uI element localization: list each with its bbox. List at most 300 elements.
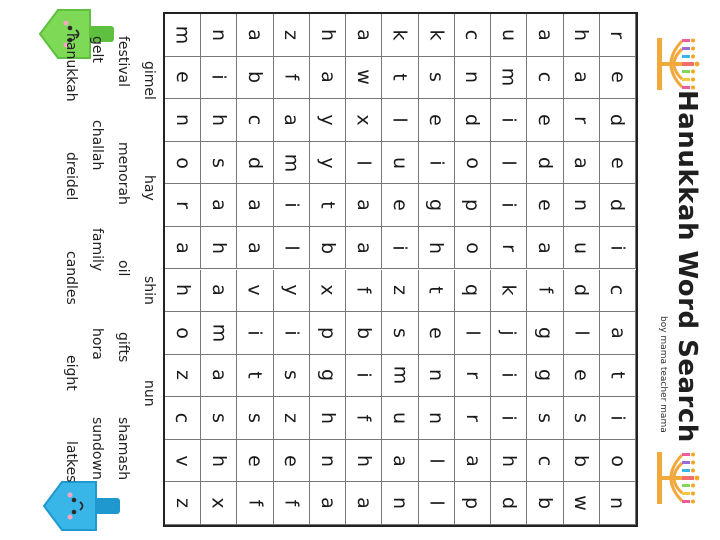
grid-cell[interactable] xyxy=(600,184,636,227)
grid-cell[interactable] xyxy=(346,227,382,270)
grid-cell[interactable] xyxy=(527,184,563,227)
grid-letter: a xyxy=(352,241,375,254)
grid-letter: v xyxy=(244,284,267,296)
grid-cell[interactable] xyxy=(201,355,237,398)
grid-cell[interactable] xyxy=(419,142,455,185)
grid-cell[interactable] xyxy=(310,227,346,270)
grid-letter: p xyxy=(461,497,484,510)
grid-letter: e xyxy=(244,454,267,467)
grid-letter: o xyxy=(171,156,194,169)
grid-letter: s xyxy=(533,413,556,423)
grid-letter: r xyxy=(606,30,629,39)
grid-cell[interactable] xyxy=(600,14,636,57)
grid-letter: v xyxy=(171,454,194,467)
grid-letter: q xyxy=(461,284,484,297)
grid-cell[interactable] xyxy=(600,397,636,440)
grid-letter: n xyxy=(207,28,230,41)
grid-cell[interactable] xyxy=(564,57,600,100)
grid-cell[interactable] xyxy=(165,397,201,440)
grid-cell[interactable] xyxy=(419,482,455,525)
grid-cell[interactable] xyxy=(274,14,310,57)
grid-cell[interactable] xyxy=(346,312,382,355)
grid-cell[interactable] xyxy=(310,14,346,57)
grid-letter: a xyxy=(280,114,303,126)
grid-letter: t xyxy=(606,371,629,380)
grid-letter: h xyxy=(316,28,339,41)
grid-letter: n xyxy=(316,454,339,467)
word-list-item: hay xyxy=(141,175,157,202)
grid-cell[interactable] xyxy=(237,355,273,398)
grid-letter: i xyxy=(388,245,411,251)
grid-cell[interactable] xyxy=(600,57,636,100)
grid-cell[interactable] xyxy=(527,99,563,142)
grid-cell[interactable] xyxy=(419,227,455,270)
grid-letter: b xyxy=(533,497,556,510)
grid-letter: g xyxy=(533,326,556,339)
grid-cell[interactable] xyxy=(310,184,346,227)
grid-letter: f xyxy=(352,414,375,422)
grid-letter: d xyxy=(461,113,484,126)
grid-cell[interactable] xyxy=(564,440,600,483)
grid-cell[interactable] xyxy=(274,227,310,270)
grid-letter: m xyxy=(388,366,411,385)
grid-letter: a xyxy=(388,454,411,467)
grid-cell[interactable] xyxy=(201,57,237,100)
grid-cell[interactable] xyxy=(419,397,455,440)
grid-letter: a xyxy=(244,199,267,211)
word-list-item: gelt xyxy=(89,36,105,64)
grid-letter: a xyxy=(316,71,339,84)
word-list-item: shin xyxy=(141,276,157,305)
grid-letter: h xyxy=(570,28,593,41)
grid-cell[interactable] xyxy=(527,14,563,57)
grid-letter: x xyxy=(352,114,375,126)
grid-cell[interactable] xyxy=(455,142,491,185)
grid-cell[interactable] xyxy=(455,99,491,142)
grid-letter: g xyxy=(533,369,556,382)
grid-letter: i xyxy=(425,159,448,166)
grid-letter: l xyxy=(280,245,303,251)
grid-cell[interactable] xyxy=(455,184,491,227)
grid-cell[interactable] xyxy=(564,227,600,270)
grid-letter: t xyxy=(425,286,448,295)
grid-letter: f xyxy=(280,74,303,81)
grid-letter: z xyxy=(171,498,194,509)
grid-cell[interactable] xyxy=(382,482,418,525)
grid-cell[interactable] xyxy=(564,482,600,525)
grid-letter: l xyxy=(425,457,448,464)
word-list-item: family xyxy=(89,227,105,271)
grid-cell[interactable] xyxy=(564,142,600,185)
grid-letter: j xyxy=(497,330,520,336)
grid-cell[interactable] xyxy=(527,57,563,100)
grid-cell[interactable] xyxy=(527,227,563,270)
grid-letter: i xyxy=(244,330,267,336)
grid-cell[interactable] xyxy=(201,482,237,525)
grid-cell[interactable] xyxy=(201,142,237,185)
grid-letter: i xyxy=(207,74,230,80)
grid-cell[interactable] xyxy=(455,440,491,483)
grid-letter: u xyxy=(570,241,593,254)
grid-letter: e xyxy=(606,71,629,84)
page-title: Hanukkah Word Search xyxy=(672,90,702,443)
grid-cell[interactable] xyxy=(310,99,346,142)
grid-cell[interactable] xyxy=(382,355,418,398)
grid-cell[interactable] xyxy=(165,312,201,355)
grid-letter: l xyxy=(570,330,593,336)
grid-letter: n xyxy=(425,412,448,425)
grid-letter: a xyxy=(570,71,593,84)
word-list-item: sundown xyxy=(89,416,105,480)
grid-letter: f xyxy=(533,286,556,294)
grid-letter: c xyxy=(606,285,629,296)
grid-letter: z xyxy=(388,285,411,296)
grid-letter: c xyxy=(533,72,556,83)
grid-cell[interactable] xyxy=(564,14,600,57)
grid-letter: l xyxy=(352,159,375,166)
grid-letter: s xyxy=(388,327,411,338)
grid-cell[interactable] xyxy=(491,440,527,483)
grid-cell[interactable] xyxy=(310,312,346,355)
grid-cell[interactable] xyxy=(419,355,455,398)
grid-cell[interactable] xyxy=(455,57,491,100)
grid-cell[interactable] xyxy=(165,184,201,227)
grid-letter: r xyxy=(461,414,484,422)
grid-cell[interactable] xyxy=(491,142,527,185)
word-list-item: gimel xyxy=(141,61,157,101)
grid-cell[interactable] xyxy=(165,142,201,185)
grid-letter: h xyxy=(207,454,230,467)
grid-letter: c xyxy=(171,412,194,424)
grid-cell[interactable] xyxy=(382,397,418,440)
title-block xyxy=(650,90,720,450)
grid-letter: r xyxy=(497,243,520,252)
grid-letter: k xyxy=(425,29,448,41)
grid-cell[interactable] xyxy=(455,270,491,313)
grid-letter: e xyxy=(388,199,411,211)
grid-letter: i xyxy=(606,245,629,251)
grid-letter: m xyxy=(171,25,194,45)
grid-cell[interactable] xyxy=(165,227,201,270)
grid-cell[interactable] xyxy=(310,270,346,313)
grid-cell[interactable] xyxy=(455,14,491,57)
grid-cell[interactable] xyxy=(382,270,418,313)
grid-letter: o xyxy=(461,241,484,254)
grid-letter: r xyxy=(171,201,194,210)
grid-cell[interactable] xyxy=(419,99,455,142)
grid-cell[interactable] xyxy=(201,270,237,313)
grid-cell[interactable] xyxy=(564,184,600,227)
grid-letter: a xyxy=(207,199,230,211)
grid-letter: b xyxy=(570,454,593,467)
grid-cell[interactable] xyxy=(274,355,310,398)
grid-cell[interactable] xyxy=(165,57,201,100)
grid-letter: r xyxy=(461,371,484,380)
grid-letter: d xyxy=(244,156,267,169)
grid-cell[interactable] xyxy=(382,14,418,57)
grid-letter: s xyxy=(207,157,230,168)
grid-cell[interactable] xyxy=(237,270,273,313)
grid-cell[interactable] xyxy=(274,312,310,355)
grid-letter: i xyxy=(497,117,520,123)
grid-cell[interactable] xyxy=(382,227,418,270)
grid-cell[interactable] xyxy=(600,99,636,142)
grid-letter: a xyxy=(352,199,375,211)
grid-cell[interactable] xyxy=(237,57,273,100)
grid-letter: m xyxy=(497,68,520,87)
grid-letter: t xyxy=(316,201,339,209)
grid-cell[interactable] xyxy=(527,440,563,483)
grid-cell[interactable] xyxy=(382,142,418,185)
grid-cell[interactable] xyxy=(564,270,600,313)
grid-cell[interactable] xyxy=(382,99,418,142)
grid-letter: f xyxy=(280,499,303,507)
grid-letter: s xyxy=(280,370,303,381)
grid-letter: m xyxy=(280,153,303,172)
grid-cell[interactable] xyxy=(346,397,382,440)
grid-cell[interactable] xyxy=(382,57,418,100)
grid-letter: i xyxy=(497,415,520,421)
grid-cell[interactable] xyxy=(237,227,273,270)
grid-cell[interactable] xyxy=(491,270,527,313)
word-list-item: oil xyxy=(115,260,131,277)
grid-letter: h xyxy=(207,241,230,254)
grid-cell[interactable] xyxy=(310,482,346,525)
grid-cell[interactable] xyxy=(237,14,273,57)
grid-cell[interactable] xyxy=(419,440,455,483)
grid-cell[interactable] xyxy=(419,184,455,227)
grid-cell[interactable] xyxy=(600,482,636,525)
grid-cell[interactable] xyxy=(564,312,600,355)
grid-cell[interactable] xyxy=(346,355,382,398)
menorah-icon xyxy=(645,452,707,504)
grid-letter: z xyxy=(280,413,303,424)
grid-letter: c xyxy=(461,29,484,41)
grid-letter: f xyxy=(244,499,267,507)
grid-cell[interactable] xyxy=(274,270,310,313)
grid-letter: a xyxy=(606,327,629,339)
grid-cell[interactable] xyxy=(600,227,636,270)
grid-letter: w xyxy=(352,69,375,86)
grid-letter: i xyxy=(606,415,629,421)
grid-cell[interactable] xyxy=(346,99,382,142)
grid-cell[interactable] xyxy=(419,57,455,100)
grid-cell[interactable] xyxy=(237,142,273,185)
grid-cell[interactable] xyxy=(491,57,527,100)
grid-letter: z xyxy=(280,29,303,40)
grid-cell[interactable] xyxy=(527,482,563,525)
grid-cell[interactable] xyxy=(274,184,310,227)
grid-letter: x xyxy=(207,497,230,509)
grid-letter: l xyxy=(497,159,520,166)
grid-cell[interactable] xyxy=(346,482,382,525)
grid-cell[interactable] xyxy=(165,14,201,57)
grid-cell[interactable] xyxy=(274,440,310,483)
grid-cell[interactable] xyxy=(237,397,273,440)
grid-cell[interactable] xyxy=(455,482,491,525)
word-list-item: challah xyxy=(89,120,105,171)
word-search-grid xyxy=(163,12,638,527)
grid-cell[interactable] xyxy=(201,99,237,142)
grid-letter: p xyxy=(316,326,339,339)
grid-cell[interactable] xyxy=(600,440,636,483)
grid-cell[interactable] xyxy=(491,227,527,270)
grid-cell[interactable] xyxy=(527,270,563,313)
grid-cell[interactable] xyxy=(527,397,563,440)
grid-cell[interactable] xyxy=(274,397,310,440)
grid-cell[interactable] xyxy=(382,312,418,355)
word-list-item: hanukkah xyxy=(63,33,79,102)
grid-cell[interactable] xyxy=(455,227,491,270)
grid-cell[interactable] xyxy=(274,99,310,142)
grid-cell[interactable] xyxy=(491,312,527,355)
grid-letter: a xyxy=(316,497,339,510)
grid-letter: e xyxy=(280,454,303,467)
menorah-icon xyxy=(645,38,707,90)
grid-cell[interactable] xyxy=(527,355,563,398)
grid-letter: h xyxy=(316,412,339,425)
grid-cell[interactable] xyxy=(346,440,382,483)
grid-letter: h xyxy=(207,113,230,126)
grid-letter: a xyxy=(244,28,267,41)
grid-letter: w xyxy=(570,495,593,511)
word-list-item: dreidel xyxy=(63,152,79,201)
word-list-item: nun xyxy=(141,379,157,407)
grid-cell[interactable] xyxy=(274,482,310,525)
grid-cell[interactable] xyxy=(419,14,455,57)
grid-letter: y xyxy=(316,114,339,126)
grid-letter: n xyxy=(570,199,593,212)
grid-cell[interactable] xyxy=(237,482,273,525)
grid-letter: a xyxy=(207,284,230,297)
word-list-item: menorah xyxy=(115,141,131,205)
grid-cell[interactable] xyxy=(600,270,636,313)
grid-letter: y xyxy=(316,156,339,169)
grid-letter: d xyxy=(497,497,520,510)
grid-cell[interactable] xyxy=(201,312,237,355)
grid-cell[interactable] xyxy=(491,482,527,525)
grid-cell[interactable] xyxy=(346,14,382,57)
grid-letter: a xyxy=(533,241,556,254)
grid-cell[interactable] xyxy=(274,57,310,100)
word-list-item: hora xyxy=(89,327,105,360)
grid-letter: o xyxy=(461,156,484,169)
grid-cell[interactable] xyxy=(201,227,237,270)
grid-cell[interactable] xyxy=(165,482,201,525)
grid-letter: h xyxy=(171,284,194,297)
grid-letter: o xyxy=(606,454,629,467)
grid-cell[interactable] xyxy=(564,99,600,142)
grid-letter: e xyxy=(425,114,448,126)
grid-letter: i xyxy=(497,202,520,208)
grid-letter: c xyxy=(244,114,267,126)
grid-cell[interactable] xyxy=(455,397,491,440)
grid-cell[interactable] xyxy=(527,142,563,185)
grid-cell[interactable] xyxy=(201,14,237,57)
grid-cell[interactable] xyxy=(346,57,382,100)
grid-cell[interactable] xyxy=(346,270,382,313)
grid-letter: d xyxy=(606,113,629,126)
grid-cell[interactable] xyxy=(346,184,382,227)
grid-letter: t xyxy=(244,371,267,380)
grid-letter: i xyxy=(352,372,375,379)
grid-cell[interactable] xyxy=(310,57,346,100)
grid-letter: y xyxy=(280,284,303,296)
word-list-item: shamash xyxy=(115,417,131,481)
grid-cell[interactable] xyxy=(201,440,237,483)
word-list-column xyxy=(112,8,134,508)
grid-letter: b xyxy=(352,326,375,339)
grid-cell[interactable] xyxy=(564,397,600,440)
page-subtitle: boy mama teacher mama xyxy=(658,316,668,433)
grid-letter: p xyxy=(461,199,484,212)
grid-letter: a xyxy=(570,156,593,169)
grid-cell[interactable] xyxy=(455,355,491,398)
grid-letter: l xyxy=(461,330,484,336)
grid-letter: a xyxy=(207,369,230,382)
grid-cell[interactable] xyxy=(419,270,455,313)
grid-cell[interactable] xyxy=(165,440,201,483)
grid-cell[interactable] xyxy=(165,270,201,313)
grid-cell[interactable] xyxy=(382,440,418,483)
grid-letter: e xyxy=(533,114,556,126)
grid-cell[interactable] xyxy=(491,184,527,227)
grid-cell[interactable] xyxy=(310,355,346,398)
grid-cell[interactable] xyxy=(491,397,527,440)
grid-cell[interactable] xyxy=(310,397,346,440)
grid-letter: k xyxy=(388,29,411,41)
grid-letter: e xyxy=(570,369,593,382)
grid-cell[interactable] xyxy=(600,312,636,355)
grid-letter: s xyxy=(244,413,267,423)
grid-cell[interactable] xyxy=(419,312,455,355)
grid-letter: u xyxy=(388,412,411,425)
grid-cell[interactable] xyxy=(346,142,382,185)
grid-letter: u xyxy=(497,28,520,41)
grid-letter: h xyxy=(497,454,520,467)
grid-cell[interactable] xyxy=(201,184,237,227)
grid-cell[interactable] xyxy=(382,184,418,227)
grid-letter: d xyxy=(570,284,593,297)
grid-cell[interactable] xyxy=(165,99,201,142)
grid-letter: e xyxy=(533,199,556,211)
grid-cell[interactable] xyxy=(491,355,527,398)
grid-cell[interactable] xyxy=(237,312,273,355)
grid-letter: a xyxy=(461,454,484,467)
grid-cell[interactable] xyxy=(237,184,273,227)
grid-cell[interactable] xyxy=(600,355,636,398)
grid-cell[interactable] xyxy=(491,99,527,142)
grid-letter: l xyxy=(388,117,411,123)
grid-letter: i xyxy=(280,330,303,336)
grid-letter: x xyxy=(316,284,339,296)
grid-cell[interactable] xyxy=(527,312,563,355)
grid-cell[interactable] xyxy=(600,142,636,185)
word-list-item: latkes xyxy=(63,441,79,483)
grid-letter: a xyxy=(352,497,375,510)
grid-cell[interactable] xyxy=(237,99,273,142)
grid-cell[interactable] xyxy=(310,142,346,185)
grid-cell[interactable] xyxy=(165,355,201,398)
grid-cell[interactable] xyxy=(491,14,527,57)
grid-cell[interactable] xyxy=(201,397,237,440)
grid-cell[interactable] xyxy=(455,312,491,355)
grid-letter: e xyxy=(606,156,629,169)
grid-cell[interactable] xyxy=(274,142,310,185)
grid-cell[interactable] xyxy=(310,440,346,483)
grid-cell[interactable] xyxy=(237,440,273,483)
grid-cell[interactable] xyxy=(564,355,600,398)
